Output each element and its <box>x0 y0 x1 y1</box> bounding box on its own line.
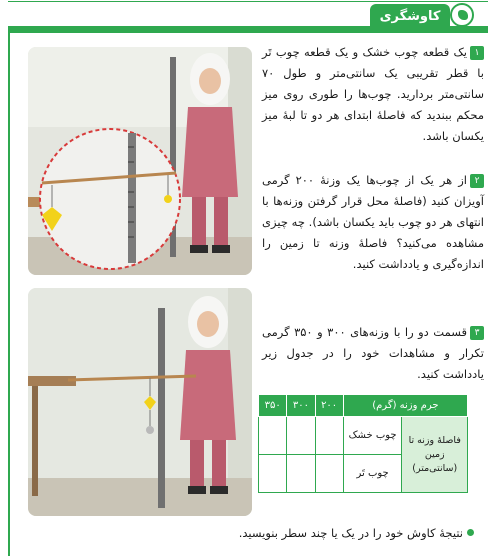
table-header-label: جرم وزنه (گرم) <box>343 395 467 417</box>
step-1 <box>262 42 484 147</box>
step-number: ۲ <box>470 174 484 188</box>
table-header-mass: ۳۰۰ <box>287 395 315 417</box>
page-border <box>8 26 10 556</box>
table-cell[interactable] <box>259 455 287 493</box>
table-cell[interactable] <box>315 417 343 455</box>
table-header-row <box>259 395 468 417</box>
table-header-mass: ۲۰۰ <box>315 395 343 417</box>
table-header-mass: ۳۵۰ <box>259 395 287 417</box>
step-text: یک قطعه چوب خشک و یک قطعه چوب تَر با قطر تقریبی یک سانتی‌متر و طول ۷۰ سانتی‌متر بردارید. چوب‌ها را طوری روی میز محکم ببندید که فاصلهٔ ابتدای هر دو تا لبهٔ میز یکسان باشد. <box>262 45 484 143</box>
step-number: ۳ <box>470 326 484 340</box>
section-header <box>0 0 488 34</box>
row-label-wet: چوب تَر <box>343 455 402 493</box>
step-text: قسمت دو را با وزنه‌های ۳۰۰ و ۳۵۰ گرمی تکرار و مشاهدات خود را در جدول زیر یادداشت کنید. <box>262 325 484 381</box>
table-cell[interactable] <box>315 455 343 493</box>
conclusion-prompt <box>10 523 474 543</box>
header-rule <box>8 1 488 2</box>
row-group-label: فاصلهٔ وزنه تا زمین (سانتی‌متر) <box>402 417 468 493</box>
experiment-photo-dry-stick <box>28 47 252 275</box>
bullet-icon <box>467 529 474 536</box>
results-table <box>258 394 468 493</box>
step-2 <box>262 170 484 275</box>
section-title: کاوشگری <box>370 4 450 30</box>
step-3 <box>262 322 484 385</box>
photo-illustration <box>28 288 252 516</box>
step-number: ۱ <box>470 46 484 60</box>
table-cell[interactable] <box>259 417 287 455</box>
table-cell[interactable] <box>287 455 315 493</box>
photo-illustration <box>28 47 252 275</box>
conclusion-text: نتیجهٔ کاوش خود را در یک یا چند سطر بنویسید. <box>238 526 463 540</box>
row-label-dry: چوب خشک <box>343 417 402 455</box>
experiment-photo-wet-stick <box>28 288 252 516</box>
step-text: از هر یک از چوب‌ها یک وزنهٔ ۲۰۰ گرمی آویزان کنید (فاصلهٔ محل قرار گرفتن وزنه‌ها با انتهای هر دو چوب باید یکسان باشد). چه چیزی مشاهده می‌کنید؟ فاصلهٔ وزنه تا زمین را اندازه‌گیری و یادداشت کنید. <box>262 173 484 271</box>
table-row <box>259 417 468 455</box>
leaf-icon <box>450 3 474 27</box>
table-cell[interactable] <box>287 417 315 455</box>
